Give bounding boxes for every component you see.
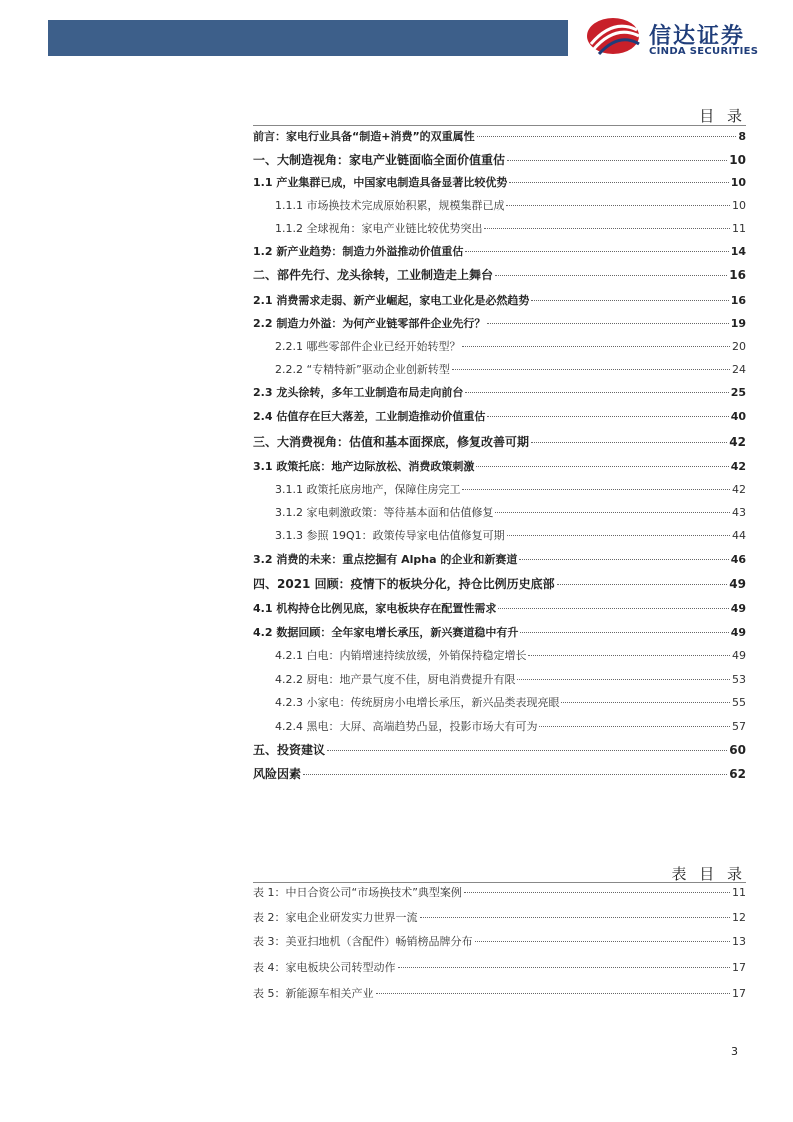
header-bar: [48, 20, 568, 56]
toc-entry-1-2[interactable]: [253, 245, 746, 259]
cinda-logo-mark-icon: [583, 14, 643, 58]
table-entry-page: 13: [732, 935, 746, 948]
toc-entry-text: 2.4 估值存在巨大落差，工业制造推动价值重估: [253, 410, 486, 423]
toc-rule: [253, 125, 746, 126]
dot-leader: [539, 726, 730, 727]
dot-leader: [452, 369, 730, 370]
dot-leader: [531, 442, 727, 443]
table-entry-text: 表 1：中日合资公司“市场换技术”典型案例: [253, 886, 462, 899]
toc-entry-chapter-3[interactable]: [253, 435, 746, 449]
dot-leader: [495, 512, 730, 513]
dot-leader: [462, 489, 730, 490]
toc-entry-text: 3.1.3 参照 19Q1：政策传导家电估值修复可期: [275, 529, 505, 542]
toc-entry-text: 五、投资建议: [253, 743, 326, 757]
toc-entry-chapter-2[interactable]: [253, 268, 746, 282]
table-entry-page: 17: [732, 987, 746, 1000]
toc-entry-text: 2.2 制造力外溢：为何产业链零部件企业先行？: [253, 317, 486, 330]
toc-entry-page: 62: [729, 767, 746, 781]
toc-entry-text: 2.1 消费需求走弱、新产业崛起，家电工业化是必然趋势: [253, 294, 530, 307]
dot-leader: [487, 323, 728, 324]
toc-entry-chapter-5[interactable]: [253, 743, 746, 757]
toc-entry-page: 42: [732, 483, 746, 496]
table-entry-2[interactable]: [253, 911, 746, 925]
toc-entry-text: 一、大制造视角：家电产业链面临全面价值重估: [253, 153, 506, 167]
toc-entry-1-1-2[interactable]: [253, 222, 746, 236]
toc-entry-page: 10: [732, 199, 746, 212]
toc-entry-page: 10: [729, 153, 746, 167]
toc-entry-page: 53: [732, 673, 746, 686]
toc-entry-chapter-1[interactable]: [253, 153, 746, 167]
dot-leader: [498, 608, 728, 609]
dot-leader: [476, 466, 728, 467]
toc-title: 目 录: [699, 107, 746, 125]
toc-entry-text: 1.1.1 市场换技术完成原始积累，规模集群已成: [275, 199, 505, 212]
toc-entry-3-1-2[interactable]: [253, 506, 746, 520]
toc-entry-page: 42: [730, 460, 746, 473]
toc-entry-text: 1.1 产业集群已成，中国家电制造具备显著比较优势: [253, 176, 508, 189]
logo-chinese-name: 信达证券: [649, 24, 746, 49]
toc-entry-text: 4.2 数据回顾：全年家电增长承压，新兴赛道稳中有升: [253, 626, 519, 639]
toc-entry-page: 19: [730, 317, 746, 330]
cinda-logo: [583, 14, 773, 58]
dot-leader: [506, 205, 730, 206]
toc-entry-risk-factors[interactable]: [253, 767, 746, 781]
table-list-title: 表 目 录: [671, 865, 746, 883]
toc-entry-4-2-3[interactable]: [253, 696, 746, 710]
toc-entry-text: 4.1 机构持仓比例见底，家电板块存在配置性需求: [253, 602, 497, 615]
dot-leader: [465, 251, 728, 252]
toc-entry-page: 49: [729, 577, 746, 591]
toc-entry-page: 11: [732, 222, 746, 235]
table-entry-text: 表 2：家电企业研发实力世界一流: [253, 911, 418, 924]
toc-entry-4-1[interactable]: [253, 602, 746, 616]
toc-entry-3-1-1[interactable]: [253, 483, 746, 497]
dot-leader: [475, 941, 731, 942]
toc-entry-chapter-4[interactable]: [253, 577, 746, 591]
dot-leader: [507, 160, 727, 161]
toc-entry-text: 风险因素: [253, 767, 302, 781]
toc-entry-text: 3.1 政策托底：地产边际放松、消费政策刺激: [253, 460, 475, 473]
table-entry-text: 表 5：新能源车相关产业: [253, 987, 374, 1000]
toc-entry-page: 46: [730, 553, 746, 566]
toc-entry-page: 14: [730, 245, 746, 258]
toc-entry-text: 4.2.1 白电：内销增速持续放缓，外销保持稳定增长: [275, 649, 527, 662]
dot-leader: [464, 892, 730, 893]
toc-entry-text: 4.2.4 黑电：大屏、高端趋势凸显，投影市场大有可为: [275, 720, 538, 733]
toc-entry-text: 1.2 新产业趋势：制造力外溢推动价值重估: [253, 245, 464, 258]
toc-entry-page: 40: [730, 410, 746, 423]
dot-leader: [465, 392, 728, 393]
toc-entry-text: 3.2 消费的未来：重点挖掘有 Alpha 的企业和新赛道: [253, 553, 518, 566]
table-entry-page: 11: [732, 886, 746, 899]
toc-entry-page: 24: [732, 363, 746, 376]
toc-entry-3-1[interactable]: [253, 460, 746, 474]
table-entry-page: 12: [732, 911, 746, 924]
table-entry-1[interactable]: [253, 886, 746, 900]
toc-entry-preface[interactable]: [253, 130, 746, 144]
dot-leader: [495, 275, 727, 276]
toc-entry-2-2-2[interactable]: [253, 363, 746, 377]
table-entry-3[interactable]: [253, 935, 746, 949]
toc-entry-page: 16: [730, 294, 746, 307]
toc-entry-text: 四、2021 回顾：疫情下的板块分化，持仓比例历史底部: [253, 577, 555, 591]
page-number: 3: [731, 1045, 738, 1058]
dot-leader: [561, 702, 730, 703]
toc-entry-text: 4.2.2 厨电：地产景气度不佳，厨电消费提升有限: [275, 673, 516, 686]
toc-entry-4-2[interactable]: [253, 626, 746, 640]
toc-entry-3-1-3[interactable]: [253, 529, 746, 543]
toc-entry-3-2[interactable]: [253, 553, 746, 567]
toc-entry-text: 2.3 龙头徐转，多年工业制造布局走向前台: [253, 386, 464, 399]
toc-entry-page: 43: [732, 506, 746, 519]
dot-leader: [520, 632, 728, 633]
toc-entry-page: 25: [730, 386, 746, 399]
toc-entry-page: 49: [732, 649, 746, 662]
toc-entry-text: 3.1.1 政策托底房地产，保障住房完工: [275, 483, 461, 496]
toc-entry-page: 10: [730, 176, 746, 189]
toc-entry-4-2-4[interactable]: [253, 720, 746, 734]
toc-entry-page: 42: [729, 435, 746, 449]
dot-leader: [517, 679, 730, 680]
dot-leader: [420, 917, 731, 918]
dot-leader: [519, 559, 728, 560]
dot-leader: [557, 584, 728, 585]
toc-entry-page: 49: [730, 602, 746, 615]
dot-leader: [528, 655, 730, 656]
table-entry-5[interactable]: [253, 987, 746, 1001]
dot-leader: [477, 136, 737, 137]
toc-entry-page: 8: [738, 130, 746, 143]
dot-leader: [509, 182, 728, 183]
toc-entry-text: 1.1.2 全球视角：家电产业链比较优势突出: [275, 222, 483, 235]
dot-leader: [303, 774, 727, 775]
toc-entry-text: 2.2.2 “专精特新”驱动企业创新转型: [275, 363, 450, 376]
toc-entry-text: 3.1.2 家电刺激政策：等待基本面和估值修复: [275, 506, 494, 519]
toc-entry-page: 16: [729, 268, 746, 282]
toc-entry-text: 2.2.1 哪些零部件企业已经开始转型？: [275, 340, 461, 353]
dot-leader: [398, 967, 731, 968]
dot-leader: [484, 228, 730, 229]
dot-leader: [327, 750, 727, 751]
table-entry-text: 表 3：美亚扫地机（含配件）畅销榜品牌分布: [253, 935, 473, 948]
toc-entry-2-3[interactable]: [253, 386, 746, 400]
toc-entry-text: 4.2.3 小家电：传统厨房小电增长承压，新兴品类表现亮眼: [275, 696, 560, 709]
toc-entry-text: 三、大消费视角：估值和基本面探底，修复改善可期: [253, 435, 530, 449]
toc-entry-2-1[interactable]: [253, 294, 746, 308]
toc-entry-1-1-1[interactable]: [253, 199, 746, 213]
table-entry-page: 17: [732, 961, 746, 974]
toc-entry-text: 二、部件先行、龙头徐转，工业制造走上舞台: [253, 268, 494, 282]
dot-leader: [487, 416, 728, 417]
table-entry-text: 表 4：家电板块公司转型动作: [253, 961, 396, 974]
dot-leader: [376, 993, 731, 994]
toc-entry-page: 55: [732, 696, 746, 709]
dot-leader: [462, 346, 730, 347]
table-entry-4[interactable]: [253, 961, 746, 975]
toc-entry-4-2-1[interactable]: [253, 649, 746, 663]
toc-entry-page: 44: [732, 529, 746, 542]
toc-entry-2-4[interactable]: [253, 410, 746, 424]
dot-leader: [531, 300, 728, 301]
toc-entry-4-2-2[interactable]: [253, 673, 746, 687]
toc-entry-text: 前言：家电行业具备“制造+消费”的双重属性: [253, 130, 475, 143]
logo-english-name: CINDA SECURITIES: [649, 46, 759, 57]
toc-entry-page: 60: [729, 743, 746, 757]
toc-entry-page: 57: [732, 720, 746, 733]
toc-entry-page: 20: [732, 340, 746, 353]
toc-entry-2-2-1[interactable]: [253, 340, 746, 354]
toc-entry-1-1[interactable]: [253, 176, 746, 190]
toc-entry-page: 49: [730, 626, 746, 639]
table-list-rule: [253, 882, 746, 883]
dot-leader: [507, 535, 730, 536]
toc-entry-2-2[interactable]: [253, 317, 746, 331]
